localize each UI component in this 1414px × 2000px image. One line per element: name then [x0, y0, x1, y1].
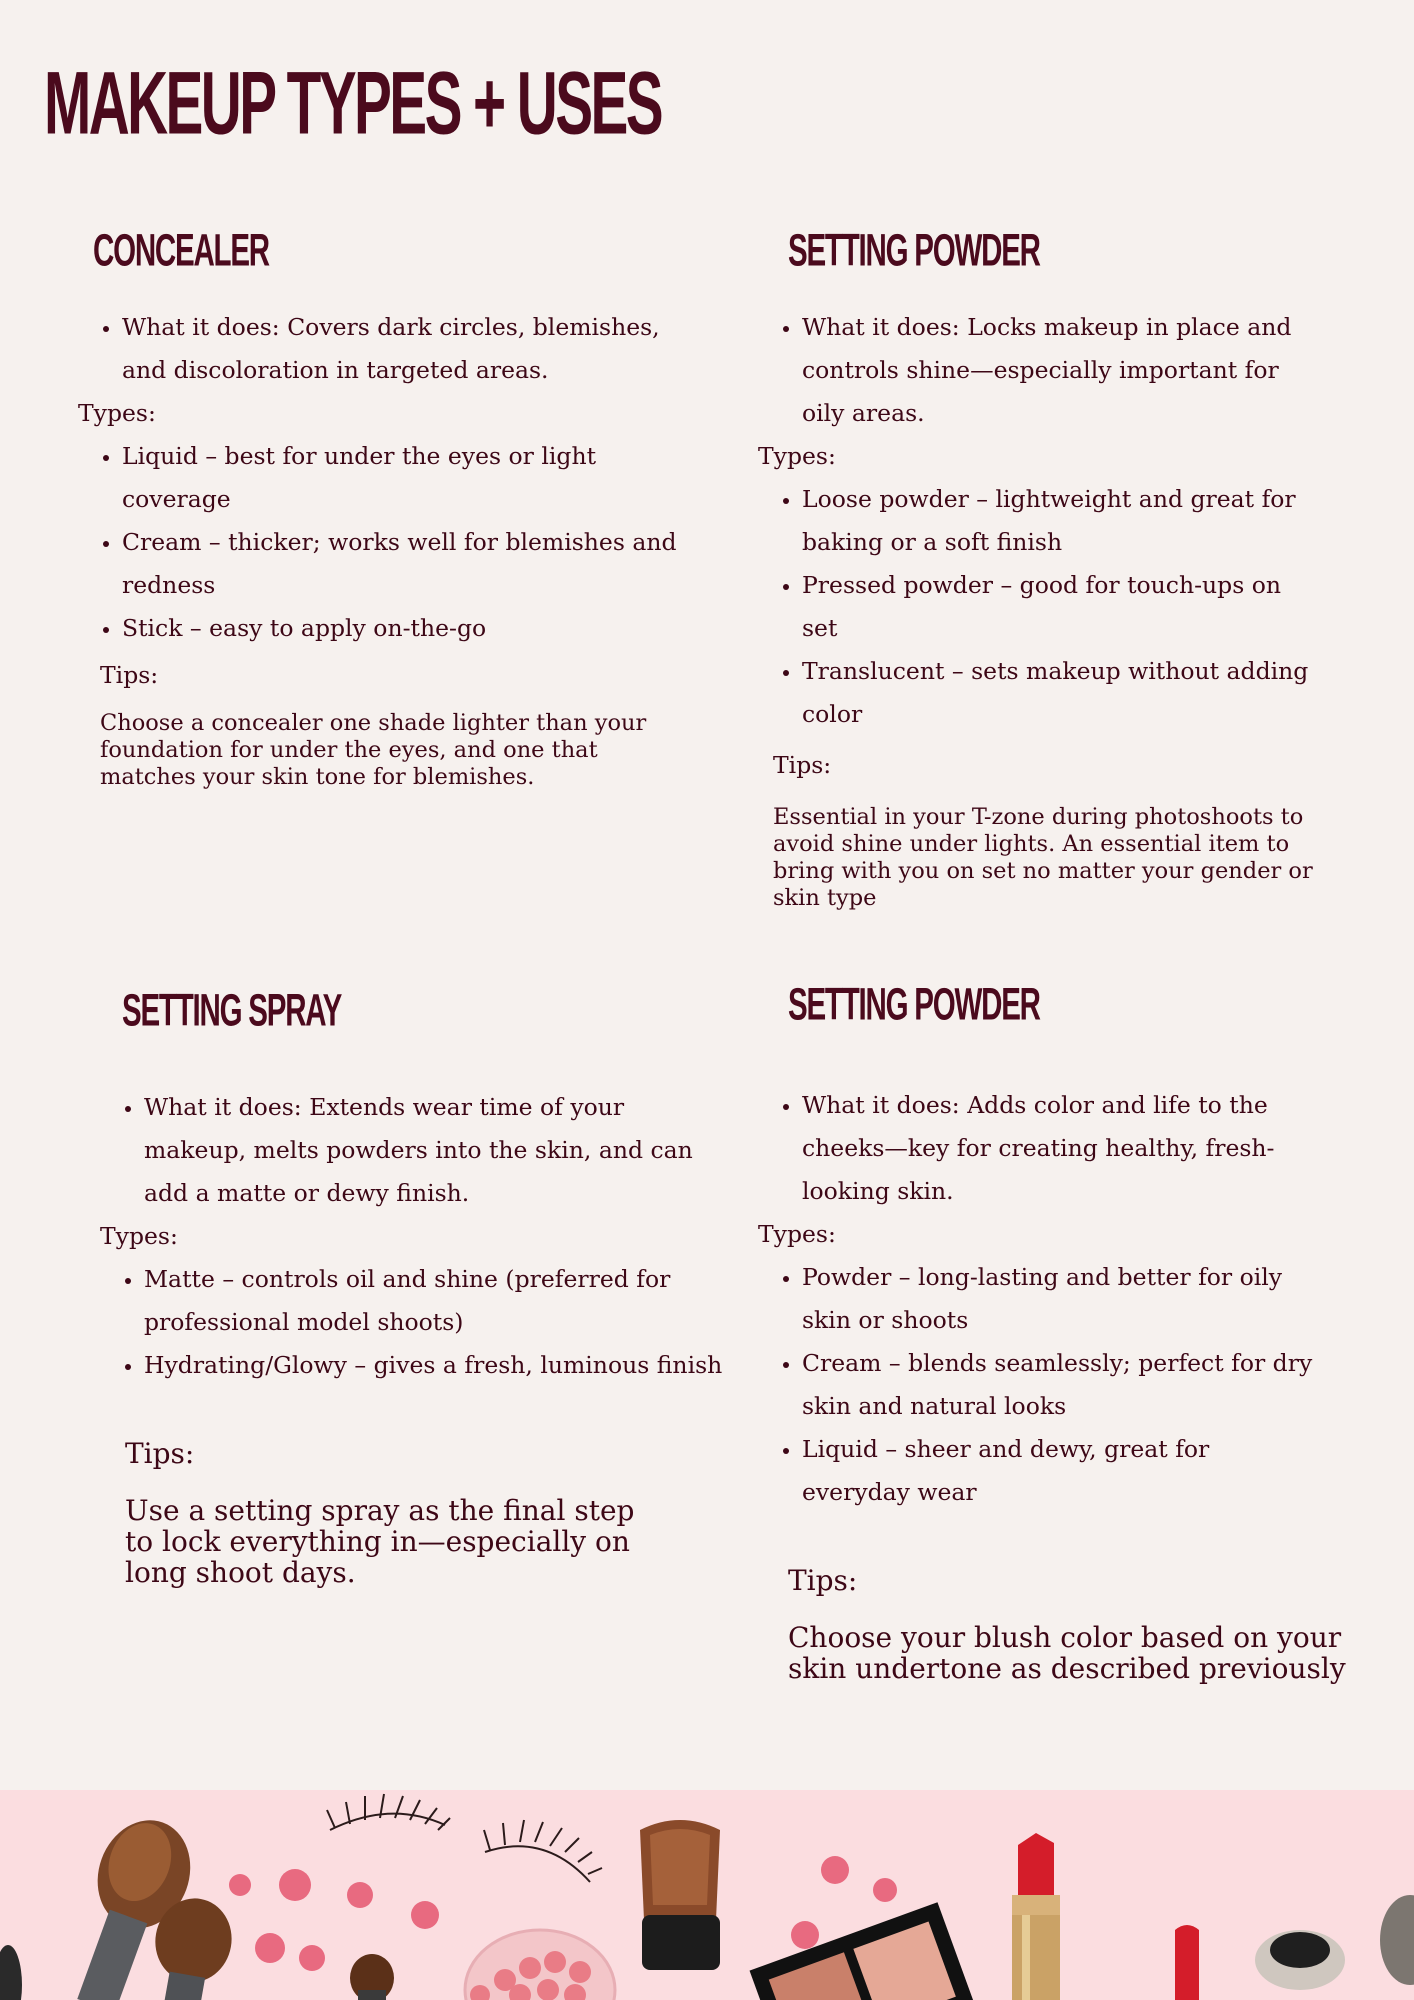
types-label: Types:	[78, 399, 156, 427]
what-it-does: • What it does: Extends wear time of your makeup, melts powders into the skin, and can add a matte or dewy finish.	[144, 1086, 724, 1215]
what-it-does-list	[758, 1084, 1322, 1213]
tips-text: Choose a concealer one shade lighter than your foundation for under the eyes, and one that matches your skin tone for blemishes.	[100, 710, 647, 790]
type-item: • Powder – long-lasting and better for oily skin or shoots	[802, 1256, 1322, 1342]
type-item: • Matte – controls oil and shine (preferred for professional model shoots)	[144, 1258, 724, 1344]
brush-icon	[350, 1954, 394, 2000]
type-item: • Liquid – sheer and dewy, great for everyday wear	[802, 1428, 1322, 1514]
tips-label: Tips:	[125, 1437, 195, 1470]
what-it-does-list	[758, 306, 1322, 435]
what-it-does: • What it does: Locks makeup in place and controls shine—especially important for oily areas.	[802, 306, 1322, 435]
type-item: • Translucent – sets makeup without adding color	[802, 650, 1322, 736]
page-title: MAKEUP TYPES + USES	[44, 52, 662, 153]
makeup-illustration	[0, 1790, 1414, 2000]
tips-label: Tips:	[773, 751, 832, 779]
section-concealer	[78, 224, 678, 791]
section-heading: SETTING POWDER	[788, 978, 1040, 1030]
what-it-does-list	[78, 306, 678, 392]
tips-text: Use a setting spray as the final step to lock everything in—especially on long shoot days.	[125, 1494, 635, 1589]
section-setting-powder	[758, 224, 1338, 912]
type-item: • Pressed powder – good for touch-ups on set	[802, 564, 1322, 650]
what-it-does-list	[100, 1086, 724, 1215]
type-item: • Cream – blends seamlessly; perfect for dry skin and natural looks	[802, 1342, 1322, 1428]
makeup-products-image	[0, 1790, 1414, 2000]
powder-brush-icon	[640, 1820, 720, 1970]
type-item: • Cream – thicker; works well for blemishes and redness	[122, 521, 678, 607]
lipstick-icon	[1012, 1833, 1060, 2000]
section-blush	[758, 978, 1358, 1685]
section-heading: SETTING SPRAY	[122, 984, 342, 1036]
types-label: Types:	[758, 442, 836, 470]
type-item: • Liquid – best for under the eyes or light coverage	[122, 435, 678, 521]
types-list	[78, 435, 678, 650]
tips-label: Tips:	[788, 1564, 858, 1597]
section-setting-spray	[100, 984, 723, 1589]
type-item: • Loose powder – lightweight and great for baking or a soft finish	[802, 478, 1322, 564]
what-it-does: • What it does: Adds color and life to the cheeks—key for creating healthy, fresh-looking skin.	[802, 1084, 1322, 1213]
types-label: Types:	[100, 1222, 178, 1250]
lipstick-icon	[1175, 1925, 1199, 2000]
tips-text: Essential in your T-zone during photoshoots to avoid shine under lights. An essential item to bring with you on set no matter your gender or skin type	[773, 804, 1313, 911]
types-label: Types:	[758, 1220, 836, 1248]
tips-label: Tips:	[100, 661, 159, 689]
types-list	[758, 1256, 1322, 1514]
what-it-does: • What it does: Covers dark circles, blemishes, and discoloration in targeted areas.	[122, 306, 678, 392]
types-list	[100, 1258, 724, 1387]
type-item: • Stick – easy to apply on-the-go	[122, 607, 678, 650]
tips-text: Choose your blush color based on your skin undertone as described previously	[788, 1621, 1346, 1685]
section-heading: CONCEALER	[93, 224, 269, 276]
type-item: • Hydrating/Glowy – gives a fresh, luminous finish	[144, 1344, 724, 1387]
section-heading: SETTING POWDER	[788, 224, 1040, 276]
types-list	[758, 478, 1322, 736]
